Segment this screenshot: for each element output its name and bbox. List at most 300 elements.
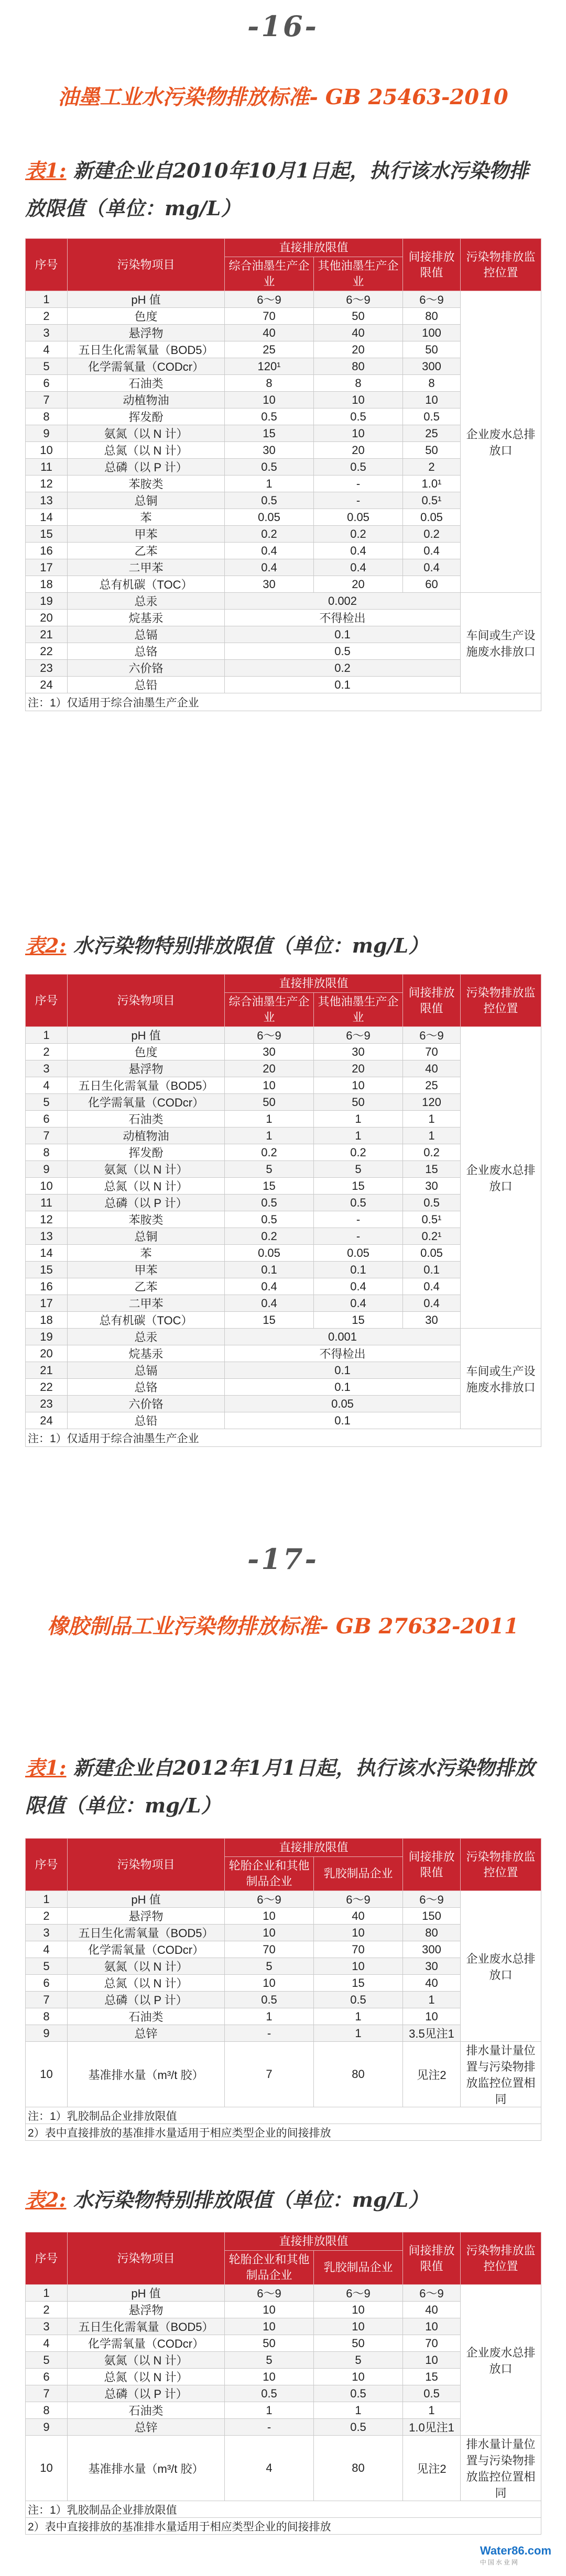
page-number-16: -16- — [247, 9, 319, 43]
cell-direct-b: 0.5 — [314, 1195, 403, 1211]
cell-indirect: 15 — [403, 2369, 461, 2385]
cell-no: 8 — [26, 1144, 68, 1161]
cell-direct-a: 70 — [225, 308, 314, 325]
cell-item: 五日生化需氧量（BOD5） — [68, 341, 225, 358]
cell-monitor: 企业废水总排放口 — [461, 291, 541, 593]
cell-indirect: 0.4 — [403, 543, 461, 559]
cell-item: 二甲苯 — [68, 559, 225, 576]
cell-no: 6 — [26, 2369, 68, 2385]
cell-direct-a: 15 — [225, 1312, 314, 1329]
cell-no: 9 — [26, 2025, 68, 2042]
cell-item: 六价铬 — [68, 660, 225, 677]
cell-no: 2 — [26, 2302, 68, 2318]
cell-no: 16 — [26, 543, 68, 559]
cell-indirect: 6～9 — [403, 2285, 461, 2302]
note-row — [26, 693, 541, 711]
cell-merged-value: 0.05 — [225, 1396, 461, 1412]
cell-direct-b: 1 — [314, 1111, 403, 1127]
cell-no: 8 — [26, 408, 68, 425]
header-row — [26, 2232, 541, 2251]
cell-item: 石油类 — [68, 2402, 225, 2419]
header-direct-a: 轮胎企业和其他制品企业 — [225, 1857, 314, 1891]
cell-direct-a: 0.5 — [225, 459, 314, 476]
caption-ink-table2 — [25, 927, 544, 965]
cell-direct-a: 10 — [225, 1975, 314, 1992]
cell-merged-value: 0.1 — [225, 1379, 461, 1396]
cell-item: 挥发酚 — [68, 408, 225, 425]
cell-direct-b: 0.1 — [314, 1262, 403, 1278]
cell-direct-b: 0.2 — [314, 526, 403, 543]
cell-direct-b: 8 — [314, 375, 403, 392]
header-indirect: 间接排放限值 — [403, 1839, 461, 1891]
cell-direct-a: 0.5 — [225, 408, 314, 425]
cell-direct-a: 0.4 — [225, 543, 314, 559]
cell-direct-a: 30 — [225, 576, 314, 593]
header-row — [26, 975, 541, 993]
header-monitor: 污染物排放监控位置 — [461, 239, 541, 291]
cell-no: 13 — [26, 492, 68, 509]
cell-direct-b: 80 — [314, 2042, 403, 2107]
cell-indirect: 1 — [403, 2402, 461, 2419]
header-monitor: 污染物排放监控位置 — [461, 2232, 541, 2285]
cell-item: 化学需氧量（CODcr） — [68, 1094, 225, 1111]
cell-direct-a: 6～9 — [225, 2285, 314, 2302]
cell-no: 19 — [26, 593, 68, 610]
cell-no: 20 — [26, 610, 68, 626]
cell-indirect: 50 — [403, 442, 461, 459]
cell-item: 总锌 — [68, 2025, 225, 2042]
cell-item: 动植物油 — [68, 392, 225, 408]
cell-indirect: 2 — [403, 459, 461, 476]
cell-item: 氨氮（以 N 计） — [68, 2352, 225, 2369]
standard-title-ink: 油墨工业水污染物排放标准- GB 25463-2010 — [58, 85, 508, 109]
cell-item: 总磷（以 P 计） — [68, 1992, 225, 2008]
header-monitor: 污染物排放监控位置 — [461, 975, 541, 1027]
cell-no: 5 — [26, 2352, 68, 2369]
cell-no: 5 — [26, 1094, 68, 1111]
cell-no: 22 — [26, 1379, 68, 1396]
cell-item: 总氮（以 N 计） — [68, 1975, 225, 1992]
cell-item: 五日生化需氧量（BOD5） — [68, 1925, 225, 1941]
cell-indirect: 60 — [403, 576, 461, 593]
cell-indirect: 120 — [403, 1094, 461, 1111]
cell-direct-b: 10 — [314, 2318, 403, 2335]
note-row — [26, 2124, 541, 2141]
cell-no: 1 — [26, 2285, 68, 2302]
cell-direct-b: - — [314, 492, 403, 509]
cell-indirect: 1.0见注1 — [403, 2419, 461, 2436]
cell-indirect: 0.5 — [403, 408, 461, 425]
cell-indirect: 3.5见注1 — [403, 2025, 461, 2042]
cell-direct-a: 10 — [225, 2302, 314, 2318]
cell-monitor: 车间或生产设施废水排放口 — [461, 1329, 541, 1429]
cell-direct-b: 80 — [314, 2436, 403, 2501]
table-row — [26, 2436, 541, 2501]
rubber-table2 — [25, 2232, 541, 2535]
cell-item: 总磷（以 P 计） — [68, 1195, 225, 1211]
cell-no: 7 — [26, 2385, 68, 2402]
cell-indirect: 0.05 — [403, 1245, 461, 1262]
cell-direct-b: 80 — [314, 358, 403, 375]
header-direct: 直接排放限值 — [225, 2232, 403, 2251]
watermark-sub: 中国水业网 — [480, 2559, 519, 2566]
cell-item: 总铅 — [68, 677, 225, 693]
cell-item: 总镉 — [68, 1362, 225, 1379]
header-indirect: 间接排放限值 — [403, 975, 461, 1027]
cell-direct-b: 10 — [314, 2369, 403, 2385]
cell-indirect: 6～9 — [403, 1027, 461, 1044]
header-row — [26, 1839, 541, 1857]
cell-direct-b: 0.4 — [314, 559, 403, 576]
table-note: 注：1）乳胶制品企业排放限值 — [26, 2107, 541, 2124]
cell-direct-b: 15 — [314, 1975, 403, 1992]
watermark-logo — [480, 2544, 551, 2567]
cell-item: 苯 — [68, 1245, 225, 1262]
cell-indirect: 25 — [403, 425, 461, 442]
header-indirect: 间接排放限值 — [403, 2232, 461, 2285]
cell-item: 苯胺类 — [68, 1211, 225, 1228]
cell-direct-b: 50 — [314, 308, 403, 325]
cell-indirect: 10 — [403, 2352, 461, 2369]
header-direct: 直接排放限值 — [225, 1839, 403, 1857]
table-row — [26, 2042, 541, 2107]
cell-no: 16 — [26, 1278, 68, 1295]
cell-direct-b: 20 — [314, 442, 403, 459]
header-direct: 直接排放限值 — [225, 975, 403, 993]
cell-indirect: 0.4 — [403, 1295, 461, 1312]
cell-no: 14 — [26, 509, 68, 526]
cell-item: 烷基汞 — [68, 610, 225, 626]
cell-merged-value: 0.1 — [225, 1412, 461, 1429]
cell-no: 17 — [26, 559, 68, 576]
cell-direct-b: 0.4 — [314, 543, 403, 559]
cell-merged-value: 0.002 — [225, 593, 461, 610]
cell-no: 10 — [26, 2436, 68, 2501]
cell-no: 24 — [26, 1412, 68, 1429]
cell-no: 7 — [26, 1127, 68, 1144]
watermark-main: Water86.com — [480, 2544, 551, 2557]
header-indirect: 间接排放限值 — [403, 239, 461, 291]
cell-direct-b: 0.5 — [314, 2419, 403, 2436]
cell-no: 6 — [26, 375, 68, 392]
cell-direct-a: 1 — [225, 2402, 314, 2419]
cell-no: 5 — [26, 1958, 68, 1975]
cell-no: 2 — [26, 1044, 68, 1060]
cell-direct-a: 25 — [225, 341, 314, 358]
cell-direct-a: 70 — [225, 1941, 314, 1958]
cell-no: 4 — [26, 341, 68, 358]
cell-item: 悬浮物 — [68, 2302, 225, 2318]
cell-indirect: 1 — [403, 1127, 461, 1144]
header-direct-b: 乳胶制品企业 — [314, 2251, 403, 2285]
caption-rubber-table1 — [25, 1749, 544, 1825]
cell-direct-b: - — [314, 476, 403, 492]
cell-indirect: 40 — [403, 1060, 461, 1077]
cell-indirect: 1.0¹ — [403, 476, 461, 492]
note-row — [26, 2107, 541, 2124]
cell-direct-b: - — [314, 1228, 403, 1245]
cell-item: 氨氮（以 N 计） — [68, 425, 225, 442]
cell-no: 10 — [26, 1178, 68, 1195]
cell-direct-a: 10 — [225, 2369, 314, 2385]
header-no: 序号 — [26, 1839, 68, 1891]
cell-monitor: 企业废水总排放口 — [461, 1027, 541, 1329]
cell-item: 氨氮（以 N 计） — [68, 1958, 225, 1975]
cell-direct-a: 15 — [225, 1178, 314, 1195]
cell-direct-a: 15 — [225, 425, 314, 442]
header-item: 污染物项目 — [68, 1839, 225, 1891]
cell-direct-a: 1 — [225, 2008, 314, 2025]
cell-no: 23 — [26, 660, 68, 677]
cell-item: 六价铬 — [68, 1396, 225, 1412]
cell-indirect: 25 — [403, 1077, 461, 1094]
cell-no: 3 — [26, 1925, 68, 1941]
ink-table1 — [25, 238, 541, 711]
cell-indirect: 1 — [403, 1992, 461, 2008]
table-note: 注：1）乳胶制品企业排放限值 — [26, 2501, 541, 2518]
cell-item: 总铬 — [68, 643, 225, 660]
cell-direct-b: 10 — [314, 392, 403, 408]
cell-direct-a: 10 — [225, 392, 314, 408]
cell-item: 总铬 — [68, 1379, 225, 1396]
cell-item: 乙苯 — [68, 543, 225, 559]
cell-monitor: 企业废水总排放口 — [461, 2285, 541, 2436]
cell-direct-a: 30 — [225, 1044, 314, 1060]
cell-direct-a: 120¹ — [225, 358, 314, 375]
cell-direct-b: 10 — [314, 1925, 403, 1941]
header-monitor: 污染物排放监控位置 — [461, 1839, 541, 1891]
cell-indirect: 300 — [403, 358, 461, 375]
cell-direct-a: 30 — [225, 442, 314, 459]
cell-direct-b: - — [314, 1211, 403, 1228]
cell-direct-a: 1 — [225, 1111, 314, 1127]
cell-merged-value: 不得检出 — [225, 1345, 461, 1362]
cell-item: 石油类 — [68, 1111, 225, 1127]
cell-direct-a: 4 — [225, 2436, 314, 2501]
cell-direct-a: 6～9 — [225, 291, 314, 308]
cell-no: 10 — [26, 2042, 68, 2107]
caption-ink-table1 — [25, 152, 544, 227]
cell-direct-b: 20 — [314, 1060, 403, 1077]
cell-indirect: 0.05 — [403, 509, 461, 526]
table-row — [26, 1891, 541, 1908]
cell-monitor: 企业废水总排放口 — [461, 1891, 541, 2042]
cell-direct-a: - — [225, 2025, 314, 2042]
cell-direct-a: 10 — [225, 1925, 314, 1941]
cell-item: 色度 — [68, 1044, 225, 1060]
cell-direct-b: 15 — [314, 1312, 403, 1329]
cell-no: 21 — [26, 1362, 68, 1379]
cell-indirect: 见注2 — [403, 2436, 461, 2501]
cell-no: 9 — [26, 2419, 68, 2436]
cell-direct-a: 0.2 — [225, 526, 314, 543]
cell-direct-b: 0.2 — [314, 1144, 403, 1161]
cell-item: 苯 — [68, 509, 225, 526]
cell-item: 总镉 — [68, 626, 225, 643]
cell-indirect: 15 — [403, 1161, 461, 1178]
caption-text: 水污染物特别排放限值（单位：mg/L） — [73, 934, 429, 957]
cell-direct-b: 6～9 — [314, 1027, 403, 1044]
cell-no: 24 — [26, 677, 68, 693]
cell-direct-b: 10 — [314, 425, 403, 442]
cell-indirect: 100 — [403, 325, 461, 341]
cell-direct-b: 5 — [314, 2352, 403, 2369]
cell-direct-b: 20 — [314, 576, 403, 593]
cell-item: pH 值 — [68, 1027, 225, 1044]
cell-item: 动植物油 — [68, 1127, 225, 1144]
cell-item: 烷基汞 — [68, 1345, 225, 1362]
cell-item: 总铜 — [68, 1228, 225, 1245]
cell-direct-a: 6～9 — [225, 1027, 314, 1044]
cell-direct-a: 0.4 — [225, 1278, 314, 1295]
ink-table2 — [25, 974, 541, 1447]
caption-text: 新建企业自2010年10月1日起，执行该水污染物排放限值（单位：mg/L） — [25, 159, 529, 220]
cell-monitor: 排水量计量位置与污染物排放监控位置相同 — [461, 2436, 541, 2501]
cell-no: 4 — [26, 1077, 68, 1094]
header-no: 序号 — [26, 239, 68, 291]
cell-direct-a: 10 — [225, 2318, 314, 2335]
cell-direct-a: 6～9 — [225, 1891, 314, 1908]
cell-item: 石油类 — [68, 375, 225, 392]
note-row — [26, 2501, 541, 2518]
cell-item: 甲苯 — [68, 526, 225, 543]
cell-direct-a: 0.1 — [225, 1262, 314, 1278]
cell-direct-b: 20 — [314, 341, 403, 358]
cell-item: 苯胺类 — [68, 476, 225, 492]
cell-direct-a: 0.5 — [225, 492, 314, 509]
cell-item: 甲苯 — [68, 1262, 225, 1278]
cell-indirect: 1 — [403, 1111, 461, 1127]
cell-item: 氨氮（以 N 计） — [68, 1161, 225, 1178]
header-direct-b: 其他油墨生产企业 — [314, 993, 403, 1027]
cell-direct-a: 0.5 — [225, 1211, 314, 1228]
cell-direct-a: 50 — [225, 1094, 314, 1111]
cell-item: 总氮（以 N 计） — [68, 2369, 225, 2385]
cell-item: 总磷（以 P 计） — [68, 459, 225, 476]
cell-direct-a: 0.05 — [225, 1245, 314, 1262]
header-no: 序号 — [26, 975, 68, 1027]
cell-no: 21 — [26, 626, 68, 643]
cell-indirect: 0.5¹ — [403, 1211, 461, 1228]
cell-direct-b: 0.05 — [314, 1245, 403, 1262]
cell-indirect: 8 — [403, 375, 461, 392]
cell-direct-a: 0.4 — [225, 559, 314, 576]
cell-no: 4 — [26, 2335, 68, 2352]
header-no: 序号 — [26, 2232, 68, 2285]
header-direct-a: 轮胎企业和其他制品企业 — [225, 2251, 314, 2285]
cell-indirect: 0.5¹ — [403, 492, 461, 509]
cell-no: 3 — [26, 325, 68, 341]
cell-indirect: 6～9 — [403, 291, 461, 308]
cell-indirect: 见注2 — [403, 2042, 461, 2107]
cell-item: 悬浮物 — [68, 1060, 225, 1077]
header-item: 污染物项目 — [68, 975, 225, 1027]
cell-merged-value: 0.1 — [225, 626, 461, 643]
cell-indirect: 300 — [403, 1941, 461, 1958]
table-note: 注：1）仅适用于综合油墨生产企业 — [26, 693, 541, 711]
cell-merged-value: 0.2 — [225, 660, 461, 677]
header-item: 污染物项目 — [68, 2232, 225, 2285]
cell-indirect: 0.4 — [403, 559, 461, 576]
cell-indirect: 80 — [403, 1925, 461, 1941]
cell-direct-b: 5 — [314, 1161, 403, 1178]
cell-indirect: 10 — [403, 2318, 461, 2335]
cell-item: 悬浮物 — [68, 1908, 225, 1925]
cell-item: 总铜 — [68, 492, 225, 509]
cell-indirect: 0.4 — [403, 1278, 461, 1295]
cell-indirect: 30 — [403, 1178, 461, 1195]
cell-indirect: 150 — [403, 1908, 461, 1925]
cell-indirect: 0.2 — [403, 526, 461, 543]
cell-direct-b: 0.4 — [314, 1278, 403, 1295]
cell-direct-b: 40 — [314, 1908, 403, 1925]
cell-no: 14 — [26, 1245, 68, 1262]
cell-no: 20 — [26, 1345, 68, 1362]
cell-indirect: 0.2¹ — [403, 1228, 461, 1245]
cell-no: 11 — [26, 1195, 68, 1211]
cell-merged-value: 0.1 — [225, 1362, 461, 1379]
cell-direct-a: 40 — [225, 325, 314, 341]
cell-direct-b: 70 — [314, 1941, 403, 1958]
cell-indirect: 50 — [403, 341, 461, 358]
cell-direct-b: 50 — [314, 2335, 403, 2352]
cell-item: 石油类 — [68, 2008, 225, 2025]
cell-indirect: 6～9 — [403, 1891, 461, 1908]
cell-item: 挥发酚 — [68, 1144, 225, 1161]
cell-direct-b: 30 — [314, 1044, 403, 1060]
caption-tag: 表1: — [25, 1756, 67, 1779]
cell-item: 色度 — [68, 308, 225, 325]
cell-indirect: 10 — [403, 2008, 461, 2025]
header-direct-a: 综合油墨生产企业 — [225, 257, 314, 291]
cell-direct-a: 0.2 — [225, 1144, 314, 1161]
table-row — [26, 1027, 541, 1044]
cell-direct-a: - — [225, 2419, 314, 2436]
cell-direct-a: 0.05 — [225, 509, 314, 526]
cell-item: pH 值 — [68, 1891, 225, 1908]
cell-item: 五日生化需氧量（BOD5） — [68, 2318, 225, 2335]
cell-item: 总氮（以 N 计） — [68, 1178, 225, 1195]
cell-item: 化学需氧量（CODcr） — [68, 1941, 225, 1958]
cell-no: 17 — [26, 1295, 68, 1312]
cell-no: 11 — [26, 459, 68, 476]
cell-item: 总锌 — [68, 2419, 225, 2436]
cell-item: 总有机碳（TOC） — [68, 576, 225, 593]
note-row — [26, 2518, 541, 2535]
caption-text: 新建企业自2012年1月1日起，执行该水污染物排放限值（单位：mg/L） — [25, 1756, 535, 1817]
cell-direct-a: 0.5 — [225, 2385, 314, 2402]
cell-indirect: 10 — [403, 392, 461, 408]
cell-no: 6 — [26, 1975, 68, 1992]
cell-item: 基准排水量（m³/t 胶） — [68, 2436, 225, 2501]
cell-direct-a: 7 — [225, 2042, 314, 2107]
cell-direct-a: 0.2 — [225, 1228, 314, 1245]
cell-indirect: 0.1 — [403, 1262, 461, 1278]
cell-indirect: 40 — [403, 2302, 461, 2318]
cell-direct-a: 1 — [225, 476, 314, 492]
cell-direct-b: 10 — [314, 1077, 403, 1094]
cell-direct-a: 5 — [225, 2352, 314, 2369]
cell-no: 2 — [26, 308, 68, 325]
cell-item: 二甲苯 — [68, 1295, 225, 1312]
cell-direct-b: 50 — [314, 1094, 403, 1111]
cell-no: 8 — [26, 2402, 68, 2419]
cell-no: 9 — [26, 425, 68, 442]
cell-direct-b: 6～9 — [314, 291, 403, 308]
cell-indirect: 40 — [403, 1975, 461, 1992]
cell-item: 总汞 — [68, 1329, 225, 1345]
table-row — [26, 593, 541, 610]
